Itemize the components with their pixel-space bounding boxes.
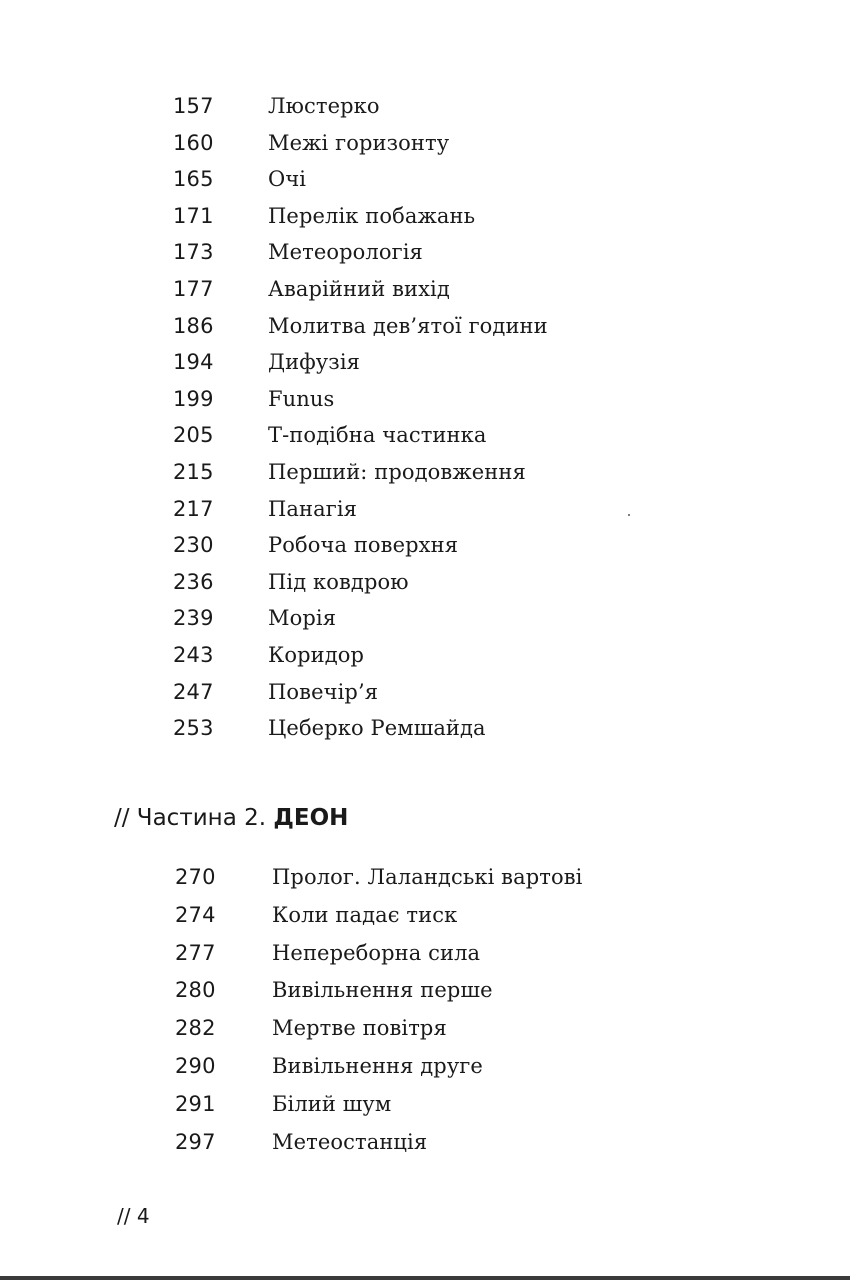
toc-entry xyxy=(173,643,548,680)
toc-chapter-title: Метеорологія xyxy=(268,240,423,265)
toc-chapter-title: Цеберко Ремшайда xyxy=(268,716,486,741)
toc-page-number: 270 xyxy=(175,865,216,889)
toc-entry xyxy=(175,1054,582,1092)
toc-chapter-title: Коли падає тиск xyxy=(272,902,458,927)
toc-entry xyxy=(173,606,548,643)
toc-page-number: 291 xyxy=(175,1091,216,1116)
toc-entry xyxy=(173,423,548,460)
toc-entry xyxy=(175,903,582,941)
toc-page-number: 230 xyxy=(173,533,214,558)
toc-page-number: 160 xyxy=(173,130,214,155)
toc-entry xyxy=(173,533,548,570)
toc-chapter-title: Під ковдрою xyxy=(268,569,409,594)
toc-chapter-title: Панагія xyxy=(268,496,358,521)
toc-page-number: 215 xyxy=(173,459,214,484)
toc-page-number: 186 xyxy=(173,313,214,338)
toc-entry xyxy=(175,978,582,1016)
toc-entry xyxy=(173,570,548,607)
toc-chapter-title: Межі горизонту xyxy=(268,130,450,155)
toc-chapter-title: Дифузія xyxy=(268,350,360,375)
toc-entry xyxy=(175,1016,582,1054)
toc-chapter-title: Люстерко xyxy=(268,94,380,118)
toc-page-number: 157 xyxy=(173,94,214,118)
toc-chapter-title: Т-подібна частинка xyxy=(268,423,487,448)
toc-page-number: 280 xyxy=(175,978,216,1003)
toc-list-part-2 xyxy=(175,865,582,1167)
toc-entry xyxy=(173,131,548,168)
toc-entry xyxy=(173,277,548,314)
toc-entry xyxy=(173,497,548,534)
part-2-heading xyxy=(114,805,348,831)
toc-chapter-title: Вивільнення друге xyxy=(272,1053,483,1078)
toc-page-number: 239 xyxy=(173,606,214,631)
toc-page-number: 297 xyxy=(175,1129,216,1154)
toc-page-number: 274 xyxy=(175,902,216,927)
toc-entry xyxy=(173,387,548,424)
toc-chapter-title: Мертве повітря xyxy=(272,1016,447,1041)
toc-page-number: 217 xyxy=(173,496,214,521)
scan-bottom-edge xyxy=(0,1276,850,1280)
toc-entry xyxy=(173,167,548,204)
toc-chapter-title: Повечір’я xyxy=(268,679,379,704)
toc-page-number: 171 xyxy=(173,203,214,228)
toc-page-number: 253 xyxy=(173,716,214,741)
toc-list-part-1 xyxy=(173,94,548,753)
toc-chapter-title: Коридор xyxy=(268,642,365,667)
toc-chapter-title: Морія xyxy=(268,606,337,631)
toc-entry xyxy=(175,865,582,903)
toc-page-number: 247 xyxy=(173,679,214,704)
toc-entry xyxy=(173,314,548,351)
toc-chapter-title: Аварійний вихід xyxy=(268,276,450,301)
toc-entry xyxy=(173,350,548,387)
toc-page-number: 282 xyxy=(175,1016,216,1041)
toc-entry xyxy=(173,716,548,753)
toc-chapter-title: Перелік побажань xyxy=(268,203,476,228)
part-2-prefix: // Частина 2. xyxy=(114,805,274,831)
toc-chapter-title: Робоча поверхня xyxy=(268,533,459,558)
toc-page-number: 236 xyxy=(173,569,214,594)
toc-entry xyxy=(173,460,548,497)
toc-entry xyxy=(173,680,548,717)
toc-page-number: 243 xyxy=(173,642,214,667)
toc-entry xyxy=(173,240,548,277)
toc-chapter-title: Білий шум xyxy=(272,1091,392,1116)
toc-page-number: 205 xyxy=(173,423,214,448)
toc-entry xyxy=(175,1130,582,1168)
toc-chapter-title: Funus xyxy=(268,386,335,411)
scan-speck xyxy=(628,514,630,516)
toc-entry xyxy=(175,1092,582,1130)
page-number: // 4 xyxy=(117,1204,150,1228)
toc-chapter-title: Перший: продовження xyxy=(268,459,526,484)
toc-chapter-title: Метеостанція xyxy=(272,1129,428,1154)
toc-page-number: 165 xyxy=(173,167,214,192)
toc-page-number: 290 xyxy=(175,1053,216,1078)
toc-entry xyxy=(175,941,582,979)
toc-page-number: 177 xyxy=(173,276,214,301)
toc-chapter-title: Вивільнення перше xyxy=(272,978,493,1003)
toc-page-number: 277 xyxy=(175,940,216,965)
toc-entry xyxy=(173,94,548,131)
toc-chapter-title: Непереборна сила xyxy=(272,940,481,965)
toc-chapter-title: Очі xyxy=(268,167,307,192)
part-2-name: ДЕОН xyxy=(273,805,349,831)
toc-chapter-title: Молитва дев’ятої години xyxy=(268,313,548,338)
toc-entry xyxy=(173,204,548,241)
toc-page-number: 199 xyxy=(173,386,214,411)
toc-page-number: 194 xyxy=(173,350,214,375)
toc-chapter-title: Пролог. Лаландські вартові xyxy=(272,865,583,889)
toc-page-number: 173 xyxy=(173,240,214,265)
